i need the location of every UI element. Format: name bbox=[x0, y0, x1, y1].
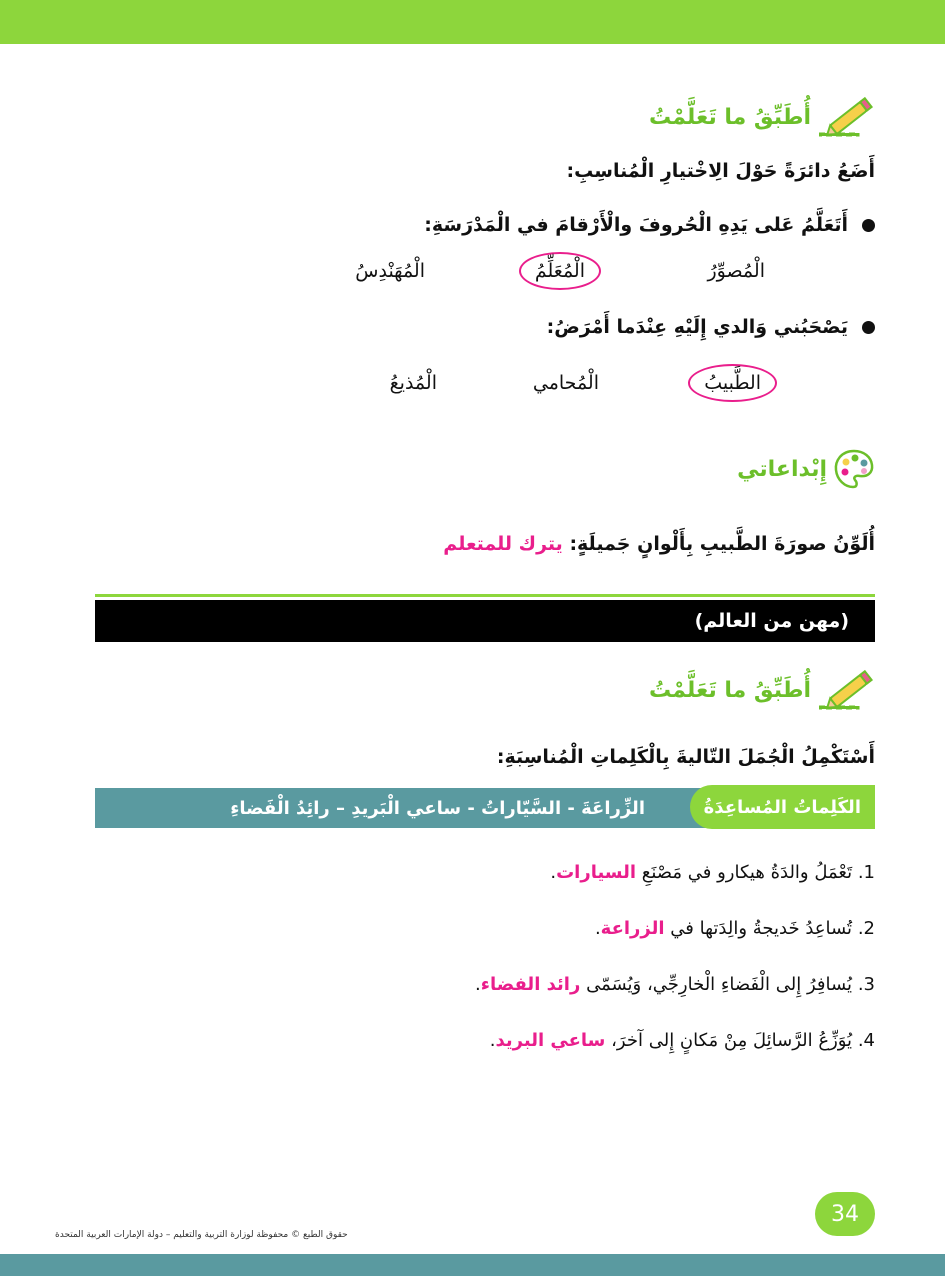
sentence-end: . bbox=[475, 974, 481, 995]
creativity-heading-text: إِبْداعاتي bbox=[737, 456, 827, 482]
question-1 bbox=[424, 214, 875, 236]
word-bank-words: الزِّراعَةَ - السَّيّاراتُ - ساعي الْبَريدِ – رائِدُ الْفَضاءِ bbox=[230, 797, 645, 819]
pencil-icon bbox=[819, 95, 875, 139]
palette-icon bbox=[833, 448, 875, 490]
sentence-number: 4. bbox=[857, 1030, 875, 1051]
q2-option-2[interactable]: الْمُحامي bbox=[532, 372, 599, 394]
question-2-text: يَصْحَبُني وَالدي إِلَيْهِ عِنْدَما أَمْرَضُ: bbox=[546, 316, 848, 338]
bullet-icon bbox=[862, 321, 875, 334]
section-heading-apply-2 bbox=[649, 668, 875, 712]
sentence-number: 2. bbox=[857, 918, 875, 939]
sentence-text: يُوَزِّعُ الرَّسائِلَ مِنْ مَكانٍ إِلى آخرَ، bbox=[611, 1030, 853, 1051]
sentence-number: 3. bbox=[857, 974, 875, 995]
sentence-answer: السيارات bbox=[556, 862, 637, 883]
sentence-2 bbox=[595, 918, 875, 939]
section-heading-apply bbox=[649, 95, 875, 139]
color-instruction-text: أُلَوِّنُ صورَةَ الطَّبيبِ بِأَلْوانٍ جَميلَةٍ: bbox=[569, 533, 875, 555]
instruction-complete: أَسْتَكْمِلُ الْجُمَلَ التّاليةَ بِالْكَلِماتِ الْمُناسِبَةِ: bbox=[496, 746, 875, 768]
instruction-circle: أَضَعُ دائرَةً حَوْلَ الِاخْتيارِ الْمُناسِبِ: bbox=[566, 160, 875, 182]
green-divider bbox=[95, 594, 875, 597]
sentence-answer: رائد الفضاء bbox=[480, 974, 581, 995]
word-bank bbox=[95, 788, 875, 828]
sentence-end: . bbox=[550, 862, 557, 883]
question-2 bbox=[547, 316, 875, 338]
bullet-icon bbox=[862, 219, 875, 232]
sentence-answer: ساعي البريد bbox=[495, 1030, 606, 1051]
sentence-text: تَعْمَلُ والدَةُ هيكارو في مَصْنَعِ bbox=[641, 862, 853, 883]
sentence-1 bbox=[550, 862, 875, 883]
color-instruction bbox=[443, 533, 875, 555]
word-bank-label: الكَلِماتُ المُساعِدَةُ bbox=[690, 785, 875, 829]
copyright-text: حقوق الطبع © محفوظة لوزارة التربية والتعليم – دولة الإمارات العربية المتحدة bbox=[55, 1230, 348, 1240]
q2-option-1-circled[interactable]: الطَّبيبُ bbox=[688, 364, 777, 402]
professions-banner bbox=[95, 600, 875, 642]
q1-option-2-circled[interactable]: الْمُعَلِّمُ bbox=[519, 252, 601, 290]
color-answer: يترك للمتعلم bbox=[443, 533, 563, 555]
sentence-end: . bbox=[594, 918, 601, 939]
pencil-icon bbox=[819, 668, 875, 712]
page-number: 34 bbox=[815, 1192, 875, 1236]
sentence-end: . bbox=[489, 1030, 496, 1051]
question-1-text: أَتَعَلَّمُ عَلى يَدِهِ الْحُروفَ والْأَرْقامَ في الْمَدْرَسَةِ: bbox=[424, 214, 848, 236]
sentence-4 bbox=[490, 1030, 875, 1051]
bottom-teal-bar bbox=[0, 1254, 945, 1276]
banner-title: (مهن من العالم) bbox=[694, 610, 849, 632]
q2-option-3[interactable]: الْمُذيعُ bbox=[389, 372, 437, 394]
sentence-text: يُسافِرُ إِلى الْفَضاءِ الْخارِجِّي، وَيُسَمّى bbox=[586, 974, 853, 995]
section-heading-text: أُطَبِّقُ ما تَعَلَّمْتُ bbox=[649, 104, 811, 130]
creativity-heading bbox=[737, 448, 875, 490]
q1-option-3[interactable]: الْمُهَنْدِسُ bbox=[355, 260, 425, 282]
top-green-bar bbox=[0, 0, 945, 44]
sentence-number: 1. bbox=[857, 862, 875, 883]
q1-option-1[interactable]: الْمُصوِّرُ bbox=[707, 260, 765, 282]
section-heading-text: أُطَبِّقُ ما تَعَلَّمْتُ bbox=[649, 677, 811, 703]
sentence-text: تُساعِدُ خَديجةُ والِدَتها في bbox=[670, 918, 853, 939]
sentence-3 bbox=[475, 974, 875, 995]
sentence-answer: الزراعة bbox=[600, 918, 665, 939]
